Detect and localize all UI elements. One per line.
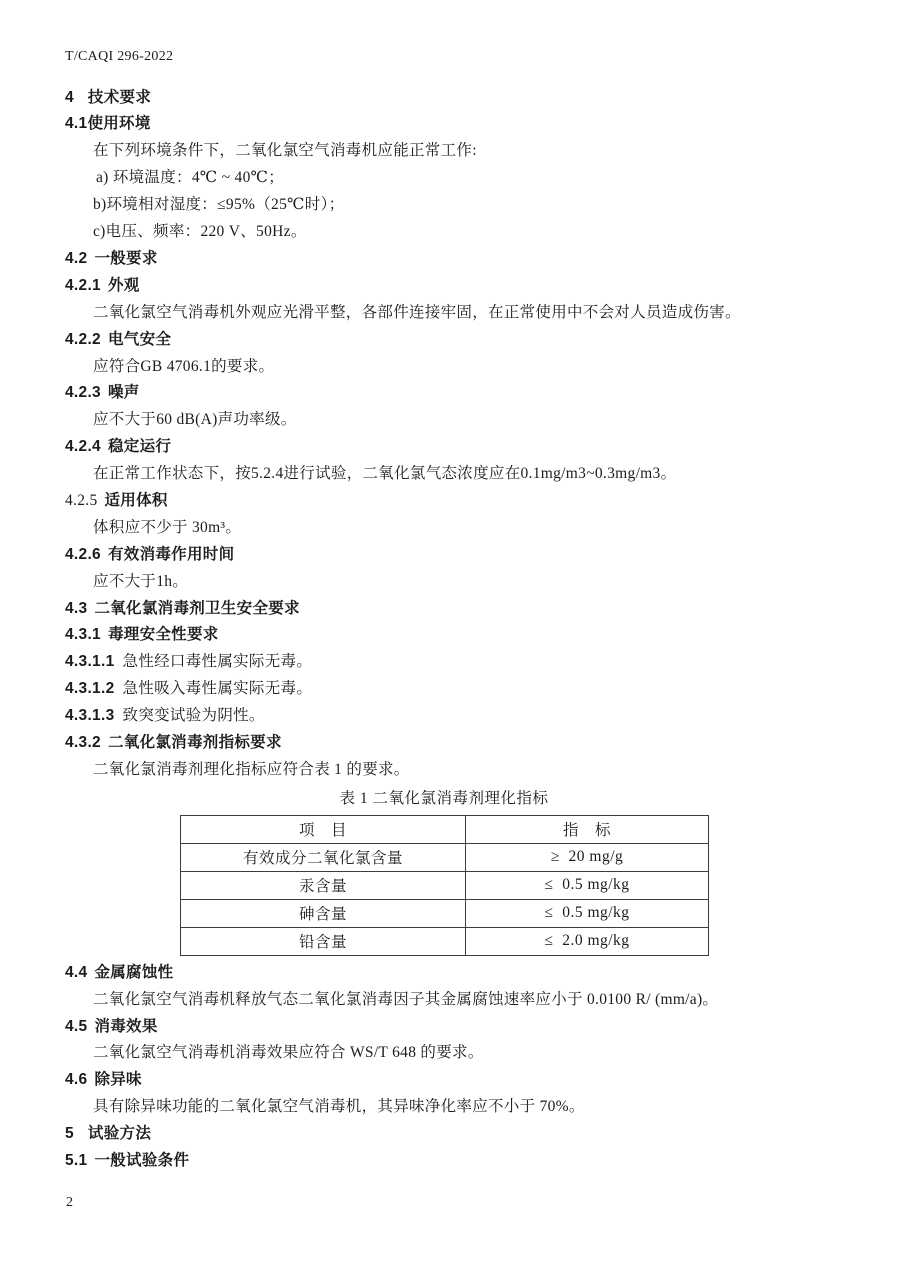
heading-4-2 <box>65 246 840 273</box>
heading-4-2-5 <box>65 488 840 515</box>
table-row <box>181 843 709 871</box>
table1-header-item: 项 目 <box>181 815 466 843</box>
paragraph-4-2-2: 应符合GB 4706.1的要求。 <box>93 357 275 375</box>
paragraph-4-1-intro: 在下列环境条件下，二氧化氯空气消毒机应能正常工作: <box>93 142 477 160</box>
heading-4-6 <box>65 1067 840 1094</box>
doc-code: T/CAQI 296-2022 <box>65 49 174 64</box>
clause-number: 4.2.1 <box>65 276 101 294</box>
heading-4-2-4 <box>65 434 840 461</box>
clause-title: 毒理安全性要求 <box>107 626 219 644</box>
clause-title: 除异味 <box>94 1071 142 1089</box>
clause-text: 急性吸入毒性属实际无毒。 <box>122 680 313 698</box>
clause-number: 4.2 <box>65 249 88 267</box>
clause-text: 急性经口毒性属实际无毒。 <box>122 653 313 671</box>
paragraph-4-6: 具有除异味功能的二氧化氯空气消毒机，其异味净化率应不小于 70%。 <box>93 1098 585 1116</box>
heading-4-2-2 <box>65 327 840 354</box>
clause-4-3-1-1 <box>65 649 840 676</box>
table-cell-value: ≤ 2.0 mg/kg <box>466 927 709 955</box>
clause-number: 5 <box>65 1125 74 1143</box>
heading-4-5 <box>65 1014 840 1041</box>
table-row <box>181 899 709 927</box>
clause-number: 4.3 <box>65 599 88 617</box>
clause-number: 4.3.1.2 <box>65 680 115 698</box>
clause-number: 4.1 <box>65 115 88 133</box>
clause-4-3-1-3 <box>65 703 840 730</box>
clause-title: 试验方法 <box>87 1125 152 1143</box>
heading-4-4 <box>65 960 840 987</box>
heading-4-1 <box>65 111 840 138</box>
table-cell-item: 汞含量 <box>181 871 466 899</box>
heading-4-3 <box>65 596 840 623</box>
clause-title: 消毒效果 <box>94 1017 158 1035</box>
clause-title: 有效消毒作用时间 <box>107 545 235 563</box>
clause-number: 4.4 <box>65 963 88 981</box>
clause-title: 适用体积 <box>104 491 168 509</box>
heading-4-2-1 <box>65 273 840 300</box>
list-item-c: c)电压、频率：220 V、50Hz。 <box>93 223 307 241</box>
table-cell-item: 铅含量 <box>181 927 466 955</box>
clause-number: 4.2.6 <box>65 545 101 563</box>
heading-4-2-3 <box>65 380 840 407</box>
clause-number: 4.3.2 <box>65 733 101 751</box>
paragraph-4-2-1: 二氧化氯空气消毒机外观应光滑平整，各部件连接牢固，在正常使用中不会对人员造成伤害。 <box>93 303 741 321</box>
clause-title: 稳定运行 <box>107 438 172 456</box>
table1-header-index: 指 标 <box>466 815 709 843</box>
paragraph-4-2-6: 应不大于1h。 <box>93 572 189 590</box>
table-cell-item: 有效成分二氧化氯含量 <box>181 843 466 871</box>
clause-number: 4.6 <box>65 1071 88 1089</box>
page-number: 2 <box>66 1194 73 1210</box>
table-cell-value: ≤ 0.5 mg/kg <box>466 871 709 899</box>
clause-number: 4.2.5 <box>65 491 98 509</box>
clause-title: 使用环境 <box>87 115 151 133</box>
clause-title: 金属腐蚀性 <box>94 963 174 981</box>
clause-title: 二氧化氯消毒剂指标要求 <box>107 733 282 751</box>
paragraph-4-5: 二氧化氯空气消毒机消毒效果应符合 WS/T 648 的要求。 <box>93 1044 484 1062</box>
paragraph-4-3-2: 二氧化氯消毒剂理化指标应符合表 1 的要求。 <box>93 760 410 778</box>
list-item-b: b)环境相对湿度：≤95%（25℃时）； <box>93 196 345 214</box>
clause-number: 4.5 <box>65 1017 88 1035</box>
clause-number: 4.2.2 <box>65 330 101 348</box>
clause-text: 致突变试验为阴性。 <box>122 707 265 725</box>
clause-title: 一般要求 <box>94 249 158 267</box>
clause-number: 4.3.1.3 <box>65 707 115 725</box>
clause-number: 5.1 <box>65 1151 88 1169</box>
heading-5 <box>65 1121 840 1148</box>
clause-title: 电气安全 <box>107 330 172 348</box>
heading-4-2-6 <box>65 542 840 569</box>
clause-title: 外观 <box>107 276 140 294</box>
heading-4 <box>65 85 840 112</box>
spacer <box>65 66 840 85</box>
heading-5-1 <box>65 1148 840 1175</box>
paragraph-4-2-3: 应不大于60 dB(A)声功率级。 <box>93 411 297 429</box>
table1 <box>180 815 709 956</box>
clause-number: 4.3.1 <box>65 626 101 644</box>
list-item-a: a) 环境温度：4℃ ~ 40℃； <box>96 169 285 187</box>
clause-number: 4.2.3 <box>65 384 101 402</box>
table-cell-value: ≥ 20 mg/g <box>466 843 709 871</box>
clause-number: 4.2.4 <box>65 438 101 456</box>
paragraph-4-4: 二氧化氯空气消毒机释放气态二氧化氯消毒因子其金属腐蚀速率应小于 0.0100 R/ (mm/a)。 <box>93 990 719 1008</box>
table-row <box>181 927 709 955</box>
paragraph-4-2-5: 体积应不少于 30m³。 <box>93 518 242 536</box>
table-header-row <box>181 815 709 843</box>
heading-4-3-1 <box>65 622 840 649</box>
clause-title: 二氧化氯消毒剂卫生安全要求 <box>94 599 300 617</box>
clause-number: 4 <box>65 88 74 106</box>
clause-title: 噪声 <box>107 384 140 402</box>
table1-caption: 表 1 二氧化氯消毒剂理化指标 <box>339 789 549 807</box>
clause-title: 一般试验条件 <box>94 1151 190 1169</box>
clause-4-3-1-2 <box>65 676 840 703</box>
paragraph-4-2-4: 在正常工作状态下，按5.2.4进行试验，二氧化氯气态浓度应在0.1mg/m3~0.3mg/m3。 <box>93 465 677 483</box>
clause-number: 4.3.1.1 <box>65 653 115 671</box>
table-cell-item: 砷含量 <box>181 899 466 927</box>
table-row <box>181 871 709 899</box>
clause-title: 技术要求 <box>87 88 152 106</box>
heading-4-3-2 <box>65 730 840 757</box>
table-cell-value: ≤ 0.5 mg/kg <box>466 899 709 927</box>
